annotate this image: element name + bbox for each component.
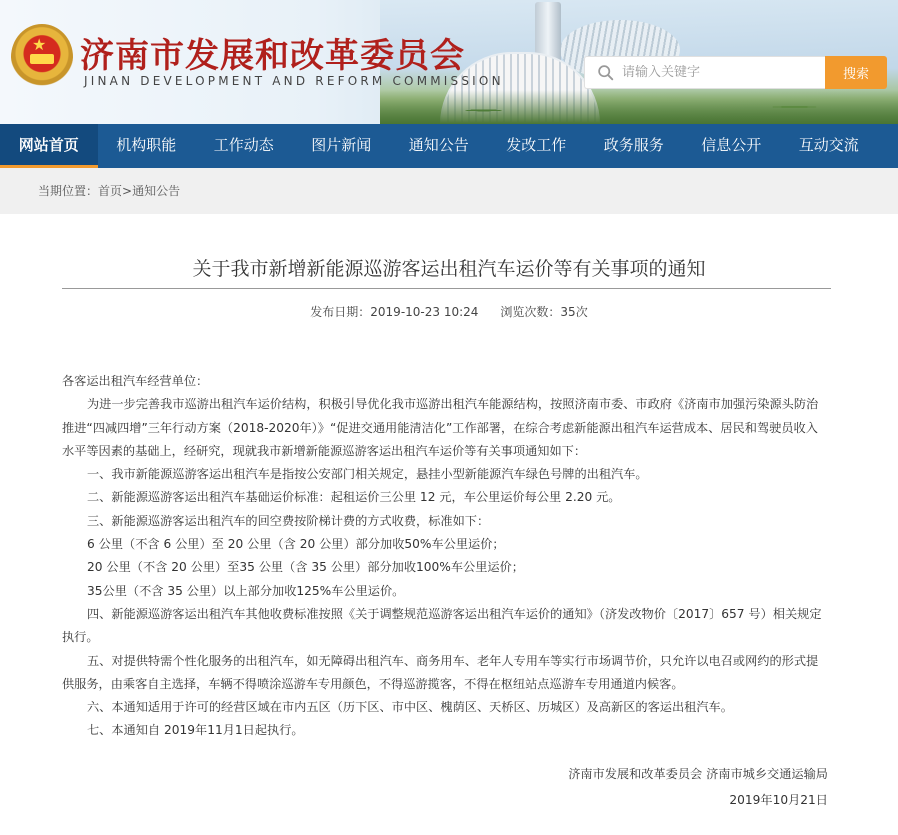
breadcrumb-prefix: 当期位置：: [38, 184, 99, 198]
search-input[interactable]: [622, 65, 802, 80]
publish-date: 发布日期：2019-10-23 10:24: [310, 305, 479, 319]
nav-item-reform-work[interactable]: 发改工作: [506, 136, 567, 154]
emblem-star-icon: ★: [32, 35, 47, 54]
article-title: 关于我市新增新能源巡游客运出租汽车运价等有关事项的通知: [192, 258, 706, 280]
site-header: [0, 0, 898, 124]
nav-item-photo-news[interactable]: 图片新闻: [311, 136, 372, 154]
site-subtitle: JINAN DEVELOPMENT AND REFORM COMMISSION: [84, 74, 504, 88]
article-paragraph: 6 公里（不含 6 公里）至 20 公里（含 20 公里）部分加收50%车公里运价；: [87, 537, 505, 552]
nav-item-notices[interactable]: 通知公告: [408, 136, 469, 154]
article-sign-date: 2019年10月21日: [729, 793, 828, 808]
article-paragraph: 三、新能源巡游客运出租汽车的回空费按阶梯计费的方式收费，标准如下：: [87, 513, 490, 528]
search-icon: [597, 64, 614, 81]
national-emblem-logo[interactable]: [11, 24, 73, 90]
article-paragraph: 六、本通知适用于许可的经营区域在市内五区（历下区、市中区、槐荫区、天桥区、历城区）及高新区的客运出租汽车。: [87, 700, 733, 715]
search-box[interactable]: [584, 56, 825, 89]
view-count: 浏览次数：35次: [500, 305, 588, 319]
article-meta: [0, 303, 898, 320]
site-title[interactable]: 济南市发展和改革委员会: [80, 36, 465, 76]
nav-item-functions[interactable]: 机构职能: [116, 136, 177, 154]
article-signature: 济南市发展和改革委员会 济南市城乡交通运输局: [568, 766, 828, 781]
article-body: [62, 370, 828, 812]
nav-item-interaction[interactable]: 互动交流: [798, 136, 859, 154]
article-paragraph: 20 公里（不含 20 公里）至35 公里（含 35 公里）部分加收100%车公里运价；: [87, 560, 524, 575]
nav-item-gov-services[interactable]: 政务服务: [603, 136, 664, 154]
article-paragraph: 35公里（不含 35 公里）以上部分加收125%车公里运价。: [87, 583, 405, 598]
article-paragraph: 一、我市新能源巡游客运出租汽车是指按公安部门相关规定，悬挂小型新能源汽车绿色号牌的出租汽车。: [87, 467, 648, 482]
article-paragraph: 二、新能源巡游客运出租汽车基础运价标准：起租运价三公里 12 元，车公里运价每公里 2.20 元。: [87, 490, 621, 505]
nav-item-info-disclosure[interactable]: 信息公开: [701, 136, 762, 154]
article-salutation: 各客运出租汽车经营单位：: [62, 374, 209, 388]
breadcrumb-home-link[interactable]: 首页: [98, 184, 123, 198]
breadcrumb-separator: >: [122, 184, 133, 198]
search-bar: [584, 56, 887, 89]
breadcrumb-bar: [0, 168, 898, 214]
search-button[interactable]: 搜索: [825, 56, 887, 89]
article-paragraph: 为进一步完善我市巡游出租汽车运价结构，积极引导优化我市巡游出租汽车能源结构，按照济南市委、市政府《济南市加强污染源头防治推进“四减四增”三年行动方案（2018-2020年）》“促进交通用能清洁化”工作部署，在综合考虑新能源出租汽车运营成本、居民和驾驶员收入水平等因素的基础上，经研究，现就我市新增新能源巡游客运出租汽车运价等有关事项通知如下：: [62, 397, 819, 458]
header-banner-trees: [380, 90, 898, 124]
article-paragraph: 五、对提供特需个性化服务的出租汽车，如无障碍出租汽车、商务用车、老年人专用车等实行市场调节价，只允许以电召或网约的形式提供服务，由乘客自主选择，车辆不得喷涂巡游车专用颜色，不得巡游揽客，不得在枢纽站点巡游车专用通道内候客。: [62, 653, 819, 691]
article-paragraph: 四、新能源巡游客运出租汽车其他收费标准按照《关于调整规范巡游客运出租汽车运价的通知》（济发改物价〔2017〕657 号）相关规定执行。: [62, 606, 822, 645]
breadcrumb: [38, 182, 180, 199]
nav-item-work-news[interactable]: 工作动态: [213, 136, 274, 154]
emblem-gate-icon: [30, 54, 54, 64]
breadcrumb-current-link[interactable]: 通知公告: [132, 184, 181, 198]
article-paragraph: 七、本通知自 2019年11月1日起执行。: [87, 723, 304, 738]
main-nav: [0, 124, 898, 168]
title-divider: [62, 288, 831, 289]
nav-item-home[interactable]: 网站首页: [0, 124, 98, 168]
